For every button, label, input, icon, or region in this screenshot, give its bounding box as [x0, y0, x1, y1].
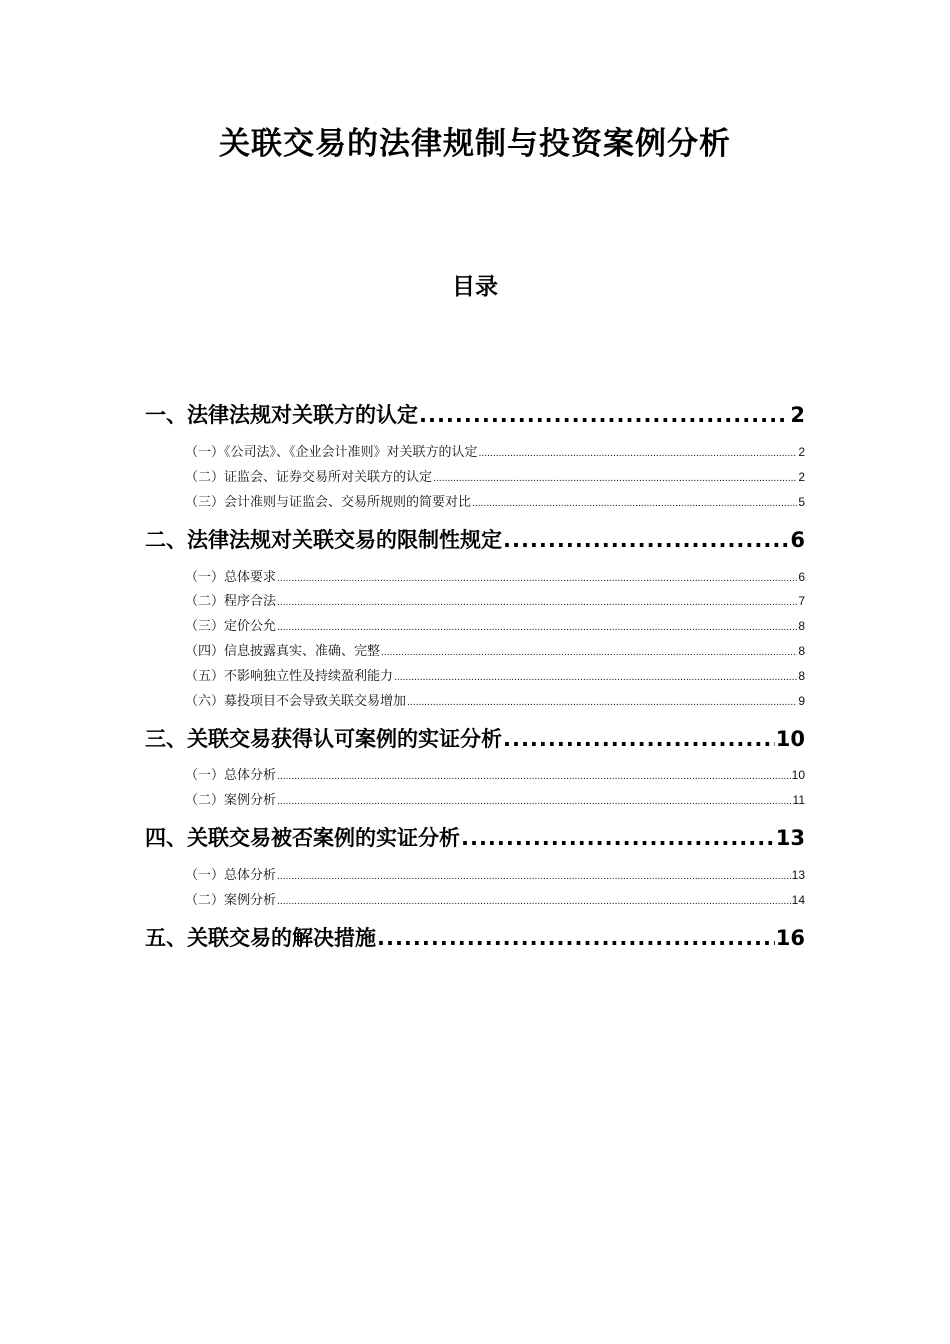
toc-page-number: 13 [775, 826, 805, 850]
toc-item[interactable] [185, 492, 805, 512]
toc-page-number: 10 [791, 768, 805, 782]
toc-section-5[interactable] [145, 923, 805, 953]
toc-page-number: 11 [792, 793, 805, 807]
dot-leader [419, 400, 789, 430]
toc-item-label: （四）信息披露真实、准确、完整 [185, 644, 381, 659]
document-title: 关联交易的法律规制与投资案例分析 [219, 126, 731, 162]
toc-item[interactable] [185, 890, 805, 910]
toc-item-label: （六）募投项目不会导致关联交易增加 [185, 694, 407, 709]
toc-page-number: 6 [798, 570, 805, 584]
dot-leader [503, 525, 789, 555]
toc-page-number: 8 [798, 619, 805, 633]
toc-section-2[interactable] [145, 525, 805, 555]
toc-item-label: （二）案例分析 [185, 893, 277, 908]
toc-item[interactable] [185, 442, 805, 462]
toc-page-number: 2 [790, 403, 805, 427]
dot-leader [277, 618, 797, 638]
dot-leader [479, 444, 798, 464]
toc-item[interactable] [185, 567, 805, 587]
dot-leader [277, 569, 797, 589]
dot-leader [277, 892, 791, 912]
dot-leader [277, 867, 791, 887]
toc-section-3[interactable] [145, 724, 805, 754]
toc-item[interactable] [185, 865, 805, 885]
toc-item-label: （二）程序合法 [185, 594, 277, 609]
toc-page-number: 5 [798, 495, 805, 509]
toc-item-label: （一）《公司法》、《企业会计准则》对关联方的认定 [185, 445, 478, 460]
dot-leader [503, 724, 775, 754]
dot-leader [277, 767, 791, 787]
toc-page-number: 16 [775, 926, 805, 950]
toc-section-4[interactable] [145, 823, 805, 853]
toc-item-label: （一）总体分析 [185, 868, 277, 883]
toc-page-number: 13 [791, 868, 805, 882]
toc-section-1[interactable] [145, 400, 805, 430]
toc-item-label: （三）会计准则与证监会、交易所规则的简要对比 [185, 495, 472, 510]
dot-leader [377, 923, 775, 953]
toc-item-label: （一）总体分析 [185, 768, 277, 783]
toc-page-number: 7 [798, 594, 805, 608]
dot-leader [277, 792, 792, 812]
dot-leader [461, 823, 775, 853]
toc-page-number: 14 [791, 893, 805, 907]
dot-leader [277, 593, 797, 613]
toc-item-label: （五）不影响独立性及持续盈利能力 [185, 669, 394, 684]
toc-section-label: 五、关联交易的解决措施 [145, 926, 376, 950]
dot-leader [407, 693, 797, 713]
toc-page-number: 6 [790, 528, 805, 552]
toc-item[interactable] [185, 790, 805, 810]
toc-page-number: 2 [798, 445, 805, 459]
toc-item[interactable] [185, 591, 805, 611]
dot-leader [381, 643, 797, 663]
toc-item[interactable] [185, 616, 805, 636]
toc-page-number: 10 [775, 727, 805, 751]
toc-item[interactable] [185, 765, 805, 785]
toc-section-label: 一、法律法规对关联方的认定 [145, 403, 418, 427]
dot-leader [433, 469, 797, 489]
toc-page-number: 8 [798, 644, 805, 658]
toc-section-label: 三、关联交易获得认可案例的实证分析 [145, 727, 502, 751]
dot-leader [394, 668, 797, 688]
toc-item-label: （三）定价公允 [185, 619, 277, 634]
toc-item[interactable] [185, 666, 805, 686]
toc-item-label: （二）案例分析 [185, 793, 277, 808]
toc-heading: 目录 [452, 274, 498, 300]
toc-item[interactable] [185, 691, 805, 711]
toc-page-number: 9 [798, 694, 805, 708]
dot-leader [472, 494, 797, 514]
toc-section-label: 四、关联交易被否案例的实证分析 [145, 826, 460, 850]
toc-page-number: 8 [798, 669, 805, 683]
toc-item[interactable] [185, 467, 805, 487]
toc-item-label: （一）总体要求 [185, 570, 277, 585]
toc-item[interactable] [185, 641, 805, 661]
toc-item-label: （二）证监会、证券交易所对关联方的认定 [185, 470, 433, 485]
toc-page-number: 2 [798, 470, 805, 484]
toc-section-label: 二、法律法规对关联交易的限制性规定 [145, 528, 502, 552]
